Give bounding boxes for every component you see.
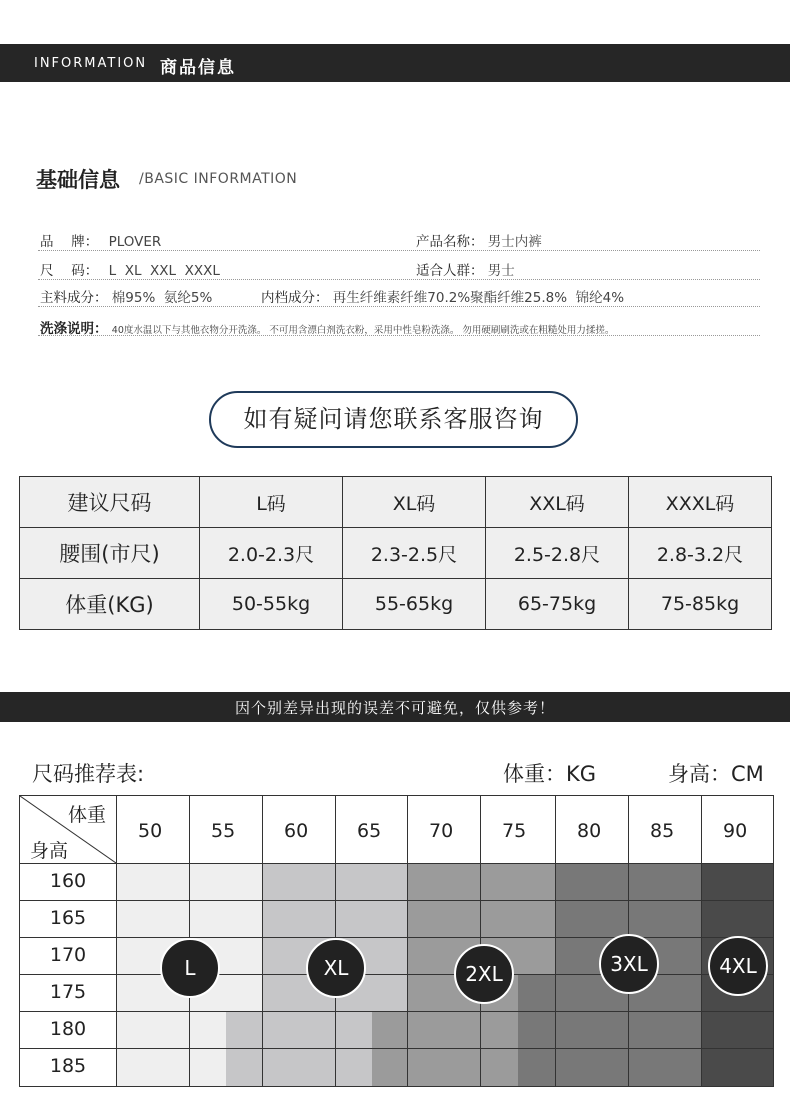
fit-row xyxy=(416,259,515,279)
weight-unit-label: 体重：KG xyxy=(503,762,597,786)
material-row xyxy=(40,286,212,306)
grid-line xyxy=(407,796,408,1087)
product-name-row xyxy=(416,230,542,250)
brand-label: 品 牌： xyxy=(40,234,99,250)
size-badge-l: L xyxy=(160,938,220,998)
table-cell: 建议尺码 xyxy=(20,477,200,528)
lining-row xyxy=(261,286,624,306)
weight-header: 90 xyxy=(723,820,748,842)
notice-text: 因个别差异出现的误差不可避免，仅供参考！ xyxy=(234,699,555,717)
size-value: L XL XXL XXXL xyxy=(108,263,220,279)
height-unit-label: 身高：CM xyxy=(668,762,764,786)
height-row-label: 180 xyxy=(49,1018,87,1040)
info-header-bar xyxy=(0,44,790,82)
divider xyxy=(38,279,760,280)
height-row-label: 175 xyxy=(49,981,87,1003)
grid-line xyxy=(20,1048,774,1049)
table-row xyxy=(20,528,772,579)
table-cell: 75-85kg xyxy=(629,579,772,630)
corner-weight-label: 体重 xyxy=(68,804,107,826)
brand-row xyxy=(40,230,161,250)
weight-header: 75 xyxy=(502,820,527,842)
lining-value: 再生纤维素纤维70.2%聚酯纤维25.8% 锦纶4% xyxy=(332,290,625,306)
size-region-xl xyxy=(226,1011,372,1087)
divider xyxy=(38,335,760,336)
basic-info-subtitle: /BASIC INFORMATION xyxy=(139,171,298,187)
header-title-cn: 商品信息 xyxy=(160,58,236,78)
height-row-label: 170 xyxy=(49,944,87,966)
table-cell: L码 xyxy=(200,477,343,528)
table-cell: XL码 xyxy=(343,477,486,528)
notice-bar xyxy=(0,692,790,722)
grid-line xyxy=(116,796,117,1087)
table-row xyxy=(20,579,772,630)
size-recommend-grid xyxy=(19,795,774,1087)
size-region-l xyxy=(116,1011,226,1087)
table-cell: 2.8-3.2尺 xyxy=(629,528,772,579)
weight-header: 60 xyxy=(284,820,309,842)
size-region-3xl xyxy=(518,974,701,1087)
table-cell: 65-75kg xyxy=(486,579,629,630)
basic-info-title: 基础信息 xyxy=(36,168,120,192)
weight-header: 55 xyxy=(211,820,236,842)
weight-header: 65 xyxy=(357,820,382,842)
size-badge-4xl: 4XL xyxy=(708,936,768,996)
corner-height-label: 身高 xyxy=(30,840,69,862)
table-cell: 2.3-2.5尺 xyxy=(343,528,486,579)
table-cell: 50-55kg xyxy=(200,579,343,630)
height-row-label: 160 xyxy=(49,870,87,892)
recommend-title: 尺码推荐表: xyxy=(32,762,145,786)
table-row xyxy=(20,477,772,528)
size-region-2xl xyxy=(372,1011,518,1087)
table-cell: XXXL码 xyxy=(629,477,772,528)
product-name-label: 产品名称： xyxy=(416,234,484,250)
grid-line xyxy=(20,937,774,938)
size-badge-xl: XL xyxy=(306,938,366,998)
care-label: 洗涤说明： xyxy=(40,321,108,337)
table-cell: XXL码 xyxy=(486,477,629,528)
divider xyxy=(38,250,760,251)
grid-line xyxy=(262,796,263,1087)
grid-line xyxy=(555,796,556,1087)
contact-service-pill: 如有疑问请您联系客服咨询 xyxy=(209,391,578,448)
divider xyxy=(38,306,760,307)
fit-label: 适合人群： xyxy=(416,263,484,279)
table-cell: 2.0-2.3尺 xyxy=(200,528,343,579)
grid-line xyxy=(20,974,774,975)
material-value: 棉95% 氨纶5% xyxy=(111,290,213,306)
weight-header: 80 xyxy=(577,820,602,842)
weight-header: 50 xyxy=(138,820,163,842)
weight-header: 70 xyxy=(429,820,454,842)
grid-line xyxy=(20,1011,774,1012)
weight-header: 85 xyxy=(650,820,675,842)
table-cell: 2.5-2.8尺 xyxy=(486,528,629,579)
care-value: 40度水温以下与其他衣物分开洗涤。 不可用含漂白剂洗衣粉，采用中性皂粉洗涤。 勿用硬刷刷洗或在粗糙处用力揉搓。 xyxy=(111,325,615,336)
size-badge-3xl: 3XL xyxy=(599,934,659,994)
table-cell: 体重(KG) xyxy=(20,579,200,630)
size-row xyxy=(40,259,220,279)
material-label: 主料成分： xyxy=(40,290,108,306)
brand-value: PLOVER xyxy=(108,234,162,250)
height-row-label: 165 xyxy=(49,907,87,929)
size-badge-2xl: 2XL xyxy=(454,944,514,1004)
care-row xyxy=(40,317,614,337)
table-cell: 腰围(市尺) xyxy=(20,528,200,579)
header-title-en: INFORMATION xyxy=(34,56,148,71)
size-label: 尺 码： xyxy=(40,263,99,279)
product-name-value: 男士内裤 xyxy=(487,234,542,250)
size-table xyxy=(19,476,772,630)
table-cell: 55-65kg xyxy=(343,579,486,630)
grid-line xyxy=(701,796,702,1087)
grid-line xyxy=(480,796,481,1087)
fit-value: 男士 xyxy=(487,263,515,279)
grid-line xyxy=(20,900,774,901)
height-row-label: 185 xyxy=(49,1055,87,1077)
lining-label: 内档成分： xyxy=(261,290,329,306)
grid-line xyxy=(20,863,774,864)
